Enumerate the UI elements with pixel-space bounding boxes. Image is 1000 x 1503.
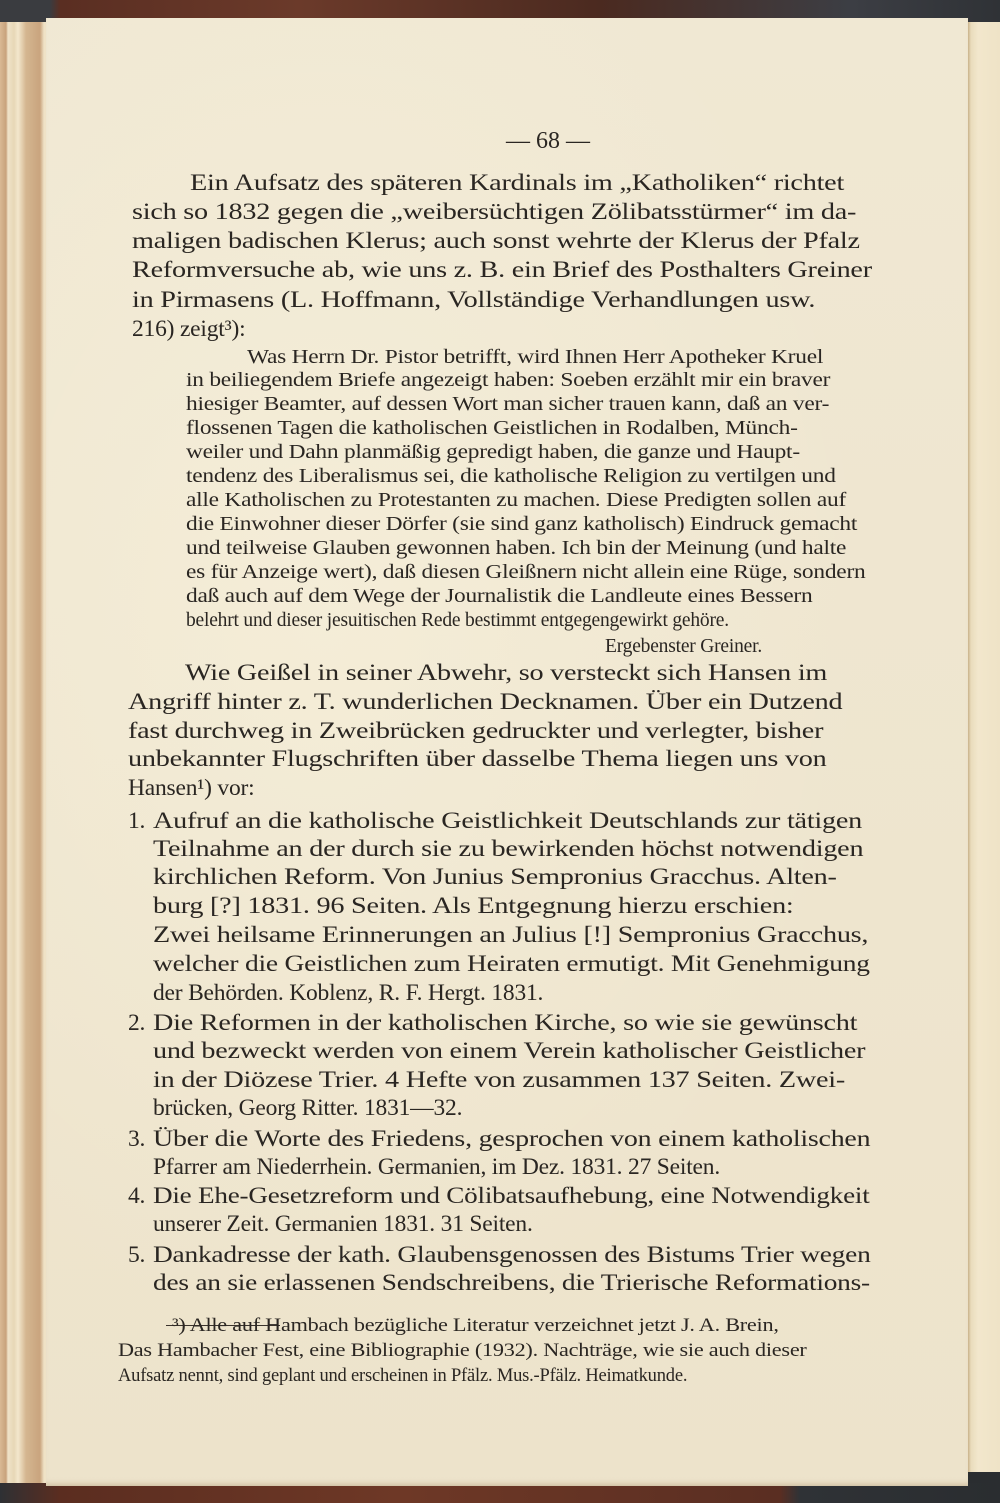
quotation-line: die Einwohner dieser Dörfer (sie sind ganz katholisch) Eindruck gemacht: [186, 514, 858, 535]
paragraph-2-line: Wie Geißel in seiner Abwehr, so versteckt sich Hansen im: [185, 660, 828, 686]
list-item-line: unserer Zeit. Germanien 1831. 31 Seiten.: [153, 1211, 533, 1237]
quotation-line: daß auch auf dem Wege der Journalistik die Landleute eines Bessern: [186, 586, 813, 607]
paragraph-2-line: Hansen¹) vor:: [128, 775, 255, 801]
quotation-line: flossenen Tagen die katholischen Geistlichen in Rodalben, Münch-: [186, 418, 798, 439]
list-item-line: Die Ehe-Gesetzreform und Cölibatsaufhebung, eine Notwendigkeit: [153, 1183, 870, 1209]
paragraph-1-line: sich so 1832 gegen die „weibersüchtigen Zölibatsstürmer“ im da-: [132, 199, 857, 225]
page-stack-left: [0, 22, 46, 1487]
quotation-line: und teilweise Glauben gewonnen haben. Ich bin der Meinung (und halte: [186, 538, 847, 559]
footnote-line: Aufsatz nennt, sind geplant und erscheinen in Pfälz. Mus.-Pfälz. Heimatkunde.: [118, 1366, 688, 1386]
paragraph-1-line: in Pirmasens (L. Hoffmann, Vollständige Verhandlungen usw.: [132, 287, 816, 313]
paragraph-1-line: Reformversuche ab, wie uns z. B. ein Brief des Posthalters Greiner: [132, 257, 872, 283]
quotation-line: tendenz des Liberalismus sei, die katholische Religion zu vertilgen und: [186, 466, 836, 487]
list-item-line: kirchlichen Reform. Von Junius Sempronius Gracchus. Alten-: [153, 864, 837, 890]
quotation-line: hiesiger Beamter, auf dessen Wort man sicher trauen kann, daß an ver-: [186, 394, 830, 415]
list-item-line: der Behörden. Koblenz, R. F. Hergt. 1831.: [153, 980, 544, 1006]
page-number: — 68 —: [506, 128, 590, 154]
list-item-line: Die Reformen in der katholischen Kirche, so wie sie gewünscht: [153, 1010, 858, 1036]
book-cover-bottom-edge: [0, 1483, 1000, 1503]
page-stack-right: [968, 22, 1000, 1472]
list-item-line: Pfarrer am Niederrhein. Germanien, im Dez. 1831. 27 Seiten.: [153, 1154, 721, 1180]
paragraph-2-line: Angriff hinter z. T. wunderlichen Decknamen. Über ein Dutzend: [128, 689, 843, 715]
quotation-line: Was Herrn Dr. Pistor betrifft, wird Ihnen Herr Apotheker Kruel: [247, 347, 824, 368]
signature: Ergebenster Greiner.: [605, 636, 762, 657]
paragraph-1-line: maligen badischen Klerus; auch sonst wehrte der Klerus der Pfalz: [132, 228, 860, 254]
footnote-line: Das Hambacher Fest, eine Bibliographie (1932). Nachträge, wie sie auch dieser: [118, 1341, 807, 1361]
list-item-line: des an sie erlassenen Sendschreibens, die Trierische Reformations-: [153, 1270, 870, 1296]
list-item-number: 1.: [128, 808, 146, 834]
list-item-line: Aufruf an die katholische Geistlichkeit Deutschlands zur tätigen: [153, 808, 863, 834]
paragraph-1-line: Ein Aufsatz des späteren Kardinals im „Katholiken“ richtet: [190, 170, 845, 196]
quotation-line: es für Anzeige wert), daß diesen Gleißnern nicht allein eine Rüge, sondern: [186, 562, 866, 583]
quotation-line: weiler und Dahn planmäßig gepredigt haben, die ganze und Haupt-: [186, 442, 800, 463]
paragraph-1-line: 216) zeigt³):: [132, 316, 246, 342]
list-item-line: und bezweckt werden von einem Verein katholischer Geistlicher: [153, 1038, 866, 1064]
list-item-line: Teilnahme an der durch sie zu bewirkenden höchst notwendigen: [153, 836, 864, 862]
list-item-number: 3.: [128, 1126, 146, 1152]
list-item-number: 4.: [128, 1183, 146, 1209]
list-item-line: welcher die Geistlichen zum Heiraten ermutigt. Mit Genehmigung: [153, 951, 870, 977]
quotation-line: in beiliegendem Briefe angezeigt haben: Soeben erzählt mir ein braver: [186, 370, 831, 391]
list-item-line: burg [?] 1831. 96 Seiten. Als Entgegnung hierzu erschien:: [153, 893, 794, 919]
footnote-line: ³) Alle auf Hambach bezügliche Literatur verzeichnet jetzt J. A. Brein,: [172, 1316, 779, 1336]
list-item-line: brücken, Georg Ritter. 1831—32.: [153, 1095, 463, 1121]
list-item-number: 5.: [128, 1242, 146, 1268]
quotation-line: belehrt und dieser jesuitischen Rede bestimmt entgegengewirkt gehöre.: [186, 610, 729, 631]
list-item-line: Dankadresse der kath. Glaubensgenossen des Bistums Trier wegen: [153, 1242, 871, 1268]
paragraph-2-line: fast durchweg in Zweibrücken gedruckter und verlegter, bisher: [128, 718, 824, 744]
quotation-line: alle Katholischen zu Protestanten zu machen. Diese Predigten sollen auf: [186, 490, 847, 511]
list-item-line: in der Diözese Trier. 4 Hefte von zusammen 137 Seiten. Zwei-: [153, 1067, 846, 1093]
list-item-line: Über die Worte des Friedens, gesprochen von einem katholischen: [153, 1126, 871, 1152]
paragraph-2-line: unbekannter Flugschriften über dasselbe Thema liegen uns von: [128, 746, 827, 772]
list-item-line: Zwei heilsame Erinnerungen an Julius [!] Sempronius Gracchus,: [153, 922, 869, 948]
list-item-number: 2.: [128, 1010, 146, 1036]
book-page: [46, 18, 968, 1486]
